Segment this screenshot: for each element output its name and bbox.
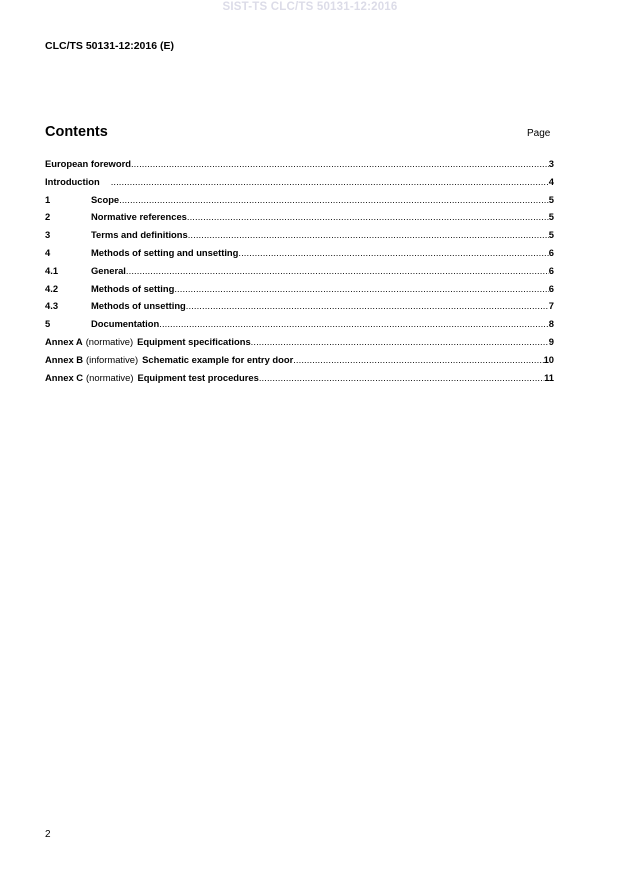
annex-prefix: Annex B [45,353,84,365]
annex-kind: (normative) [86,371,134,383]
toc-entry-number: 5 [45,318,51,330]
dot-leader [188,229,549,240]
annex-prefix: Annex C [45,371,84,383]
annex-prefix: Annex A [45,335,83,347]
toc-entry-title: Equipment test procedures [137,371,259,383]
toc-entry-scope[interactable] [45,194,554,212]
toc-entry-page: 6 [548,246,554,258]
toc-entry-title: European foreword [45,158,131,169]
toc-entry-page: 5 [548,193,554,205]
toc-entry-page: 11 [544,371,554,383]
toc-entry-annex-b[interactable] [45,354,554,372]
toc-entry-title: Methods of setting [91,282,175,294]
toc-entry-title: General [91,264,126,276]
toc-entry-title: Normative references [91,211,187,223]
dot-leader [238,247,548,258]
dot-leader [186,300,549,311]
toc-entry-number: 4 [45,246,51,258]
toc-entry-page: 10 [543,353,554,365]
toc-entry-page: 7 [548,300,554,312]
toc-entry-title: Introduction [45,175,100,187]
dot-leader [159,318,549,329]
toc-entry-number: 1 [45,193,51,205]
toc-entry-methods-of-setting[interactable] [45,283,554,301]
toc-entry-page: 8 [548,318,554,330]
toc-entry-page: 6 [548,264,554,276]
toc-entry-title: Scope [91,193,120,205]
toc-entry-european-foreword[interactable] [45,158,554,176]
table-of-contents [45,158,554,389]
dot-leader [259,372,544,383]
watermark: SIST-TS CLC/TS 50131-12:2016 [222,1,398,13]
toc-entry-page: 6 [548,282,554,294]
dot-leader [131,158,549,169]
toc-entry-terms-and-definitions[interactable] [45,229,554,247]
toc-entry-page: 3 [548,158,554,169]
dot-leader [126,265,549,276]
toc-entry-number: 2 [45,211,51,223]
toc-entry-title: Schematic example for entry door [142,353,294,365]
page-number: 2 [45,829,51,840]
toc-entry-title: Methods of unsetting [91,300,186,312]
toc-entry-number: 4.1 [45,264,59,276]
contents-heading: Contents [45,124,108,140]
toc-entry-page: 5 [548,229,554,241]
toc-entry-annex-c[interactable] [45,372,554,390]
toc-entry-introduction[interactable] [45,176,554,194]
dot-leader [119,194,549,205]
dot-leader [174,283,548,294]
toc-entry-title: Terms and definitions [91,229,188,241]
toc-entry-methods-of-unsetting[interactable] [45,300,554,318]
dot-leader [111,176,549,187]
toc-entry-normative-references[interactable] [45,211,554,229]
toc-entry-annex-a[interactable] [45,336,554,354]
toc-entry-page: 9 [548,335,554,347]
toc-entry-number: 4.3 [45,300,59,312]
toc-entry-methods-of-setting-and-unsetting[interactable] [45,247,554,265]
dot-leader [293,354,543,365]
dot-leader [187,211,549,222]
toc-entry-title: Documentation [91,318,160,330]
toc-entry-documentation[interactable] [45,318,554,336]
annex-kind: (normative) [85,335,134,347]
annex-kind: (informative) [86,353,139,365]
toc-entry-title: Equipment specifications [137,335,251,347]
toc-entry-number: 4.2 [45,282,59,294]
toc-entry-number: 3 [45,229,51,241]
document-id-header: CLC/TS 50131-12:2016 (E) [45,40,174,52]
dot-leader [251,336,549,347]
toc-entry-title: Methods of setting and unsetting [91,246,239,258]
toc-entry-general[interactable] [45,265,554,283]
toc-entry-page: 4 [548,175,554,187]
page-column-label: Page [527,128,551,139]
toc-entry-page: 5 [548,211,554,223]
